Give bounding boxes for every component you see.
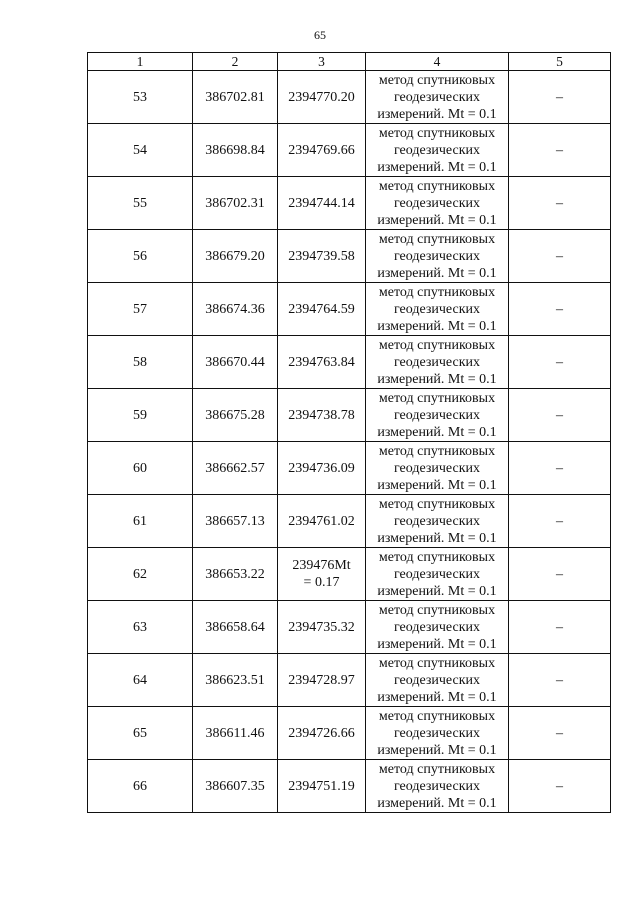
note-cell: –: [509, 336, 611, 389]
note-cell: –: [509, 230, 611, 283]
method-line: геодезических: [393, 566, 480, 582]
method-line: метод спутниковых: [378, 231, 496, 247]
y-coordinate-line: 2394738.78: [288, 407, 355, 423]
method-cell: [366, 124, 509, 177]
method-line: измерений. Mt = 0.1: [377, 742, 497, 758]
method-line: геодезических: [393, 460, 480, 476]
y-coordinate-line: 2394770.20: [288, 89, 355, 105]
point-number-cell: 54: [88, 124, 193, 177]
page-number: 65: [314, 28, 326, 42]
header-col-4: 4: [366, 53, 509, 71]
table-row: [88, 389, 611, 442]
y-coordinate-line: 2394769.66: [288, 142, 355, 158]
x-coordinate-cell: 386653.22: [193, 548, 278, 601]
note-cell: –: [509, 283, 611, 336]
method-cell: [366, 230, 509, 283]
y-coordinate-cell: [278, 548, 366, 601]
x-coordinate-cell: 386674.36: [193, 283, 278, 336]
y-coordinate-line: 2394751.19: [288, 778, 355, 794]
table-row: [88, 760, 611, 813]
note-cell: –: [509, 548, 611, 601]
table-row: [88, 336, 611, 389]
header-row: [88, 53, 611, 71]
method-cell: [366, 177, 509, 230]
y-coordinate-cell: [278, 71, 366, 124]
method-line: геодезических: [393, 89, 480, 105]
method-cell: [366, 283, 509, 336]
method-line: измерений. Mt = 0.1: [377, 424, 497, 440]
method-line: геодезических: [393, 248, 480, 264]
table-body: [88, 71, 611, 813]
method-line: геодезических: [393, 142, 480, 158]
method-line: геодезических: [393, 513, 480, 529]
header-col-2: 2: [193, 53, 278, 71]
y-coordinate-line: 2394736.09: [288, 460, 355, 476]
method-line: измерений. Mt = 0.1: [377, 265, 497, 281]
point-number-cell: 53: [88, 71, 193, 124]
point-number-cell: 58: [88, 336, 193, 389]
y-coordinate-line: = 0.17: [303, 575, 340, 590]
method-line: метод спутниковых: [378, 125, 496, 141]
note-cell: –: [509, 707, 611, 760]
x-coordinate-cell: 386702.81: [193, 71, 278, 124]
note-cell: –: [509, 442, 611, 495]
table-row: [88, 495, 611, 548]
method-cell: [366, 548, 509, 601]
header-col-1: 1: [88, 53, 193, 71]
table-row: [88, 548, 611, 601]
method-line: измерений. Mt = 0.1: [377, 159, 497, 175]
method-line: метод спутниковых: [378, 337, 496, 353]
note-cell: –: [509, 495, 611, 548]
y-coordinate-cell: [278, 336, 366, 389]
x-coordinate-cell: 386698.84: [193, 124, 278, 177]
point-number-cell: 60: [88, 442, 193, 495]
note-cell: –: [509, 124, 611, 177]
table-row: [88, 230, 611, 283]
x-coordinate-cell: 386675.28: [193, 389, 278, 442]
method-line: геодезических: [393, 619, 480, 635]
method-cell: [366, 336, 509, 389]
x-coordinate-cell: 386670.44: [193, 336, 278, 389]
y-coordinate-line: 2394735.32: [288, 619, 355, 635]
point-number-cell: 56: [88, 230, 193, 283]
method-line: измерений. Mt = 0.1: [377, 636, 497, 652]
point-number-cell: 65: [88, 707, 193, 760]
point-number-cell: 59: [88, 389, 193, 442]
x-coordinate-cell: 386611.46: [193, 707, 278, 760]
method-line: геодезических: [393, 725, 480, 741]
method-line: метод спутниковых: [378, 390, 496, 406]
method-cell: [366, 389, 509, 442]
y-coordinate-line: 2394764.59: [288, 301, 355, 317]
method-cell: [366, 71, 509, 124]
x-coordinate-cell: 386623.51: [193, 654, 278, 707]
method-line: измерений. Mt = 0.1: [377, 106, 497, 122]
method-cell: [366, 760, 509, 813]
y-coordinate-cell: [278, 707, 366, 760]
header-col-3: 3: [278, 53, 366, 71]
method-line: геодезических: [393, 301, 480, 317]
method-line: метод спутниковых: [378, 761, 496, 777]
y-coordinate-line: 239476Mt: [292, 558, 351, 573]
method-line: метод спутниковых: [378, 655, 496, 671]
method-line: измерений. Mt = 0.1: [377, 318, 497, 334]
y-coordinate-cell: [278, 230, 366, 283]
table-row: [88, 177, 611, 230]
table-header: [88, 53, 611, 71]
y-coordinate-cell: [278, 283, 366, 336]
method-line: метод спутниковых: [378, 496, 496, 512]
note-cell: –: [509, 654, 611, 707]
method-line: геодезических: [393, 195, 480, 211]
note-cell: –: [509, 177, 611, 230]
note-cell: –: [509, 601, 611, 654]
method-line: измерений. Mt = 0.1: [377, 477, 497, 493]
x-coordinate-cell: 386658.64: [193, 601, 278, 654]
table-row: [88, 71, 611, 124]
method-line: метод спутниковых: [378, 72, 496, 88]
method-line: геодезических: [393, 778, 480, 794]
point-number-cell: 55: [88, 177, 193, 230]
method-cell: [366, 707, 509, 760]
table-row: [88, 442, 611, 495]
table-row: [88, 283, 611, 336]
method-line: измерений. Mt = 0.1: [377, 583, 497, 599]
method-line: метод спутниковых: [378, 602, 496, 618]
method-line: метод спутниковых: [378, 708, 496, 724]
point-number-cell: 57: [88, 283, 193, 336]
method-cell: [366, 495, 509, 548]
method-line: измерений. Mt = 0.1: [377, 212, 497, 228]
note-cell: –: [509, 71, 611, 124]
x-coordinate-cell: 386657.13: [193, 495, 278, 548]
method-cell: [366, 442, 509, 495]
y-coordinate-line: 2394761.02: [288, 513, 355, 529]
note-cell: –: [509, 760, 611, 813]
y-coordinate-cell: [278, 124, 366, 177]
method-line: геодезических: [393, 354, 480, 370]
y-coordinate-cell: [278, 495, 366, 548]
point-number-cell: 62: [88, 548, 193, 601]
y-coordinate-cell: [278, 442, 366, 495]
x-coordinate-cell: 386679.20: [193, 230, 278, 283]
point-number-cell: 66: [88, 760, 193, 813]
method-line: измерений. Mt = 0.1: [377, 689, 497, 705]
table-row: [88, 601, 611, 654]
y-coordinate-line: 2394739.58: [288, 248, 355, 264]
y-coordinate-cell: [278, 760, 366, 813]
method-cell: [366, 654, 509, 707]
table-row: [88, 654, 611, 707]
y-coordinate-line: 2394726.66: [288, 725, 355, 741]
method-line: метод спутниковых: [378, 549, 496, 565]
table-row: [88, 707, 611, 760]
method-line: метод спутниковых: [378, 284, 496, 300]
method-line: геодезических: [393, 407, 480, 423]
note-cell: –: [509, 389, 611, 442]
method-line: метод спутниковых: [378, 178, 496, 194]
coordinates-table: [87, 52, 611, 813]
method-line: измерений. Mt = 0.1: [377, 530, 497, 546]
y-coordinate-line: 2394763.84: [288, 354, 355, 370]
y-coordinate-cell: [278, 601, 366, 654]
method-line: метод спутниковых: [378, 443, 496, 459]
table-row: [88, 124, 611, 177]
method-line: геодезических: [393, 672, 480, 688]
y-coordinate-line: 2394728.97: [288, 672, 355, 688]
point-number-cell: 63: [88, 601, 193, 654]
method-line: измерений. Mt = 0.1: [377, 795, 497, 811]
x-coordinate-cell: 386702.31: [193, 177, 278, 230]
y-coordinate-cell: [278, 389, 366, 442]
y-coordinate-cell: [278, 177, 366, 230]
header-col-5: 5: [509, 53, 611, 71]
y-coordinate-line: 2394744.14: [288, 195, 355, 211]
x-coordinate-cell: 386662.57: [193, 442, 278, 495]
method-line: измерений. Mt = 0.1: [377, 371, 497, 387]
point-number-cell: 64: [88, 654, 193, 707]
point-number-cell: 61: [88, 495, 193, 548]
y-coordinate-cell: [278, 654, 366, 707]
x-coordinate-cell: 386607.35: [193, 760, 278, 813]
method-cell: [366, 601, 509, 654]
